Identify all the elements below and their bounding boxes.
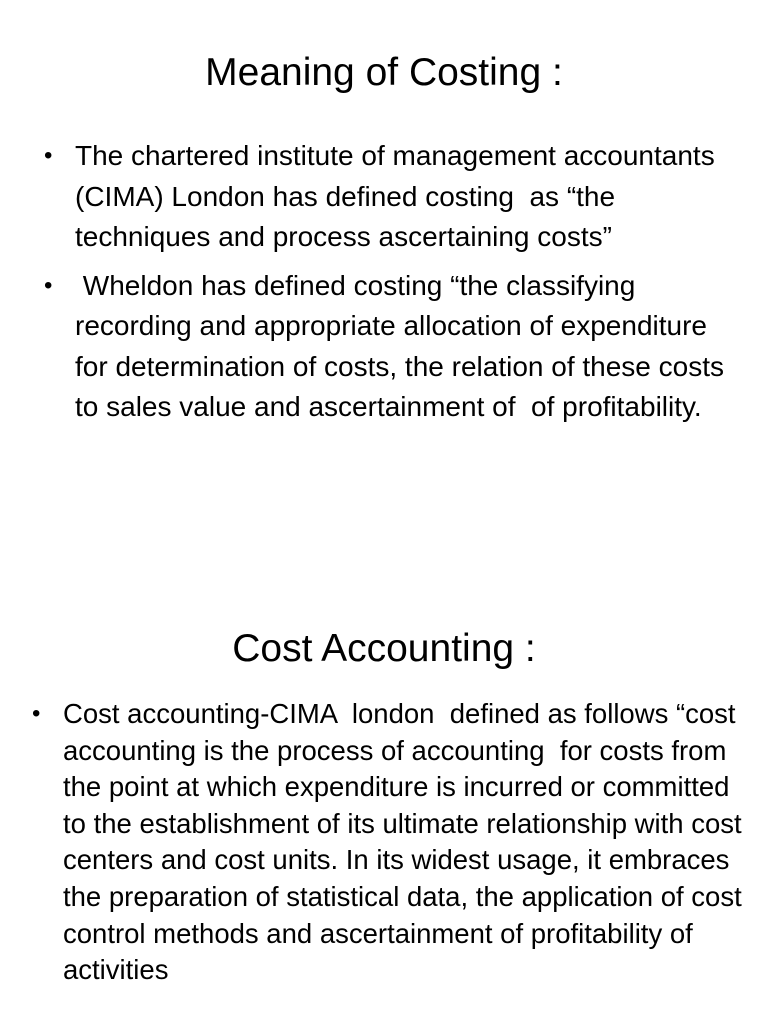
- list-item: [44, 136, 744, 258]
- bullet-icon: •: [44, 142, 53, 169]
- slide-title: Meaning of Costing :: [205, 51, 563, 94]
- bullet-text: Cost accounting-CIMA london defined as follows “cost accounting is the process of accounting for costs from the point at which expenditure is incurred or committed to the establishment of its ultimate relationship with cost centers and cost units. In its widest usage, it embraces the preparation of statistical data, the application of cost control methods and ascertainment of profitability of activities: [63, 698, 750, 986]
- slide-title: Cost Accounting :: [232, 627, 536, 670]
- bullet-icon: •: [44, 271, 53, 299]
- bullet-text: Wheldon has defined costing “the classifying recording and appropriate allocation of expenditure for determination of costs, the relation of these costs to sales value and ascertainment of of profitability.: [75, 269, 732, 422]
- bullet-text: The chartered institute of management accountants (CIMA) London has defined costing as “the techniques and process ascertaining costs”: [75, 140, 723, 252]
- slide-cost-accounting: [0, 590, 768, 1024]
- bullet-list: [32, 696, 752, 989]
- bullet-icon: •: [32, 700, 41, 727]
- list-item: [32, 696, 752, 989]
- bullet-list: [44, 136, 744, 436]
- list-item: [44, 266, 744, 428]
